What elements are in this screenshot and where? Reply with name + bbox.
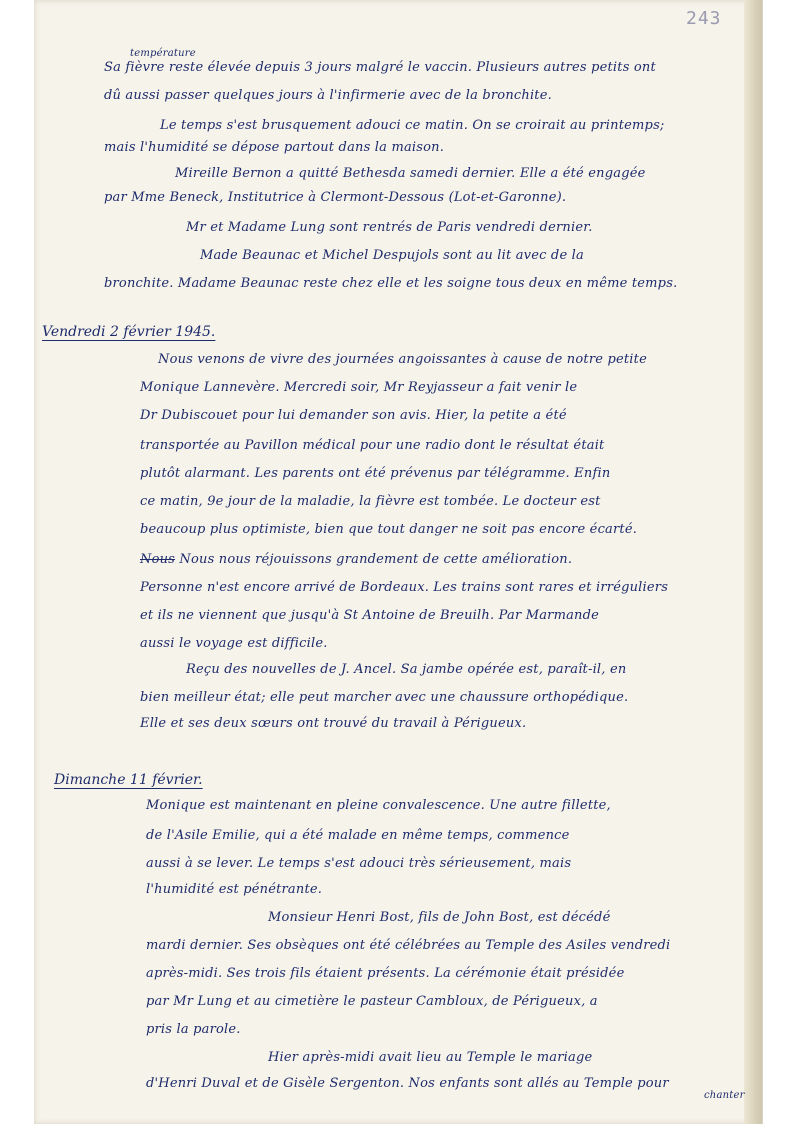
text-line: Sa fièvre reste élevée depuis 3 jours malgré le vaccin. Plusieurs autres petits ont xyxy=(104,60,656,75)
text-line: Made Beaunac et Michel Despujols sont au lit avec de la xyxy=(200,248,584,263)
text-line: Reçu des nouvelles de J. Ancel. Sa jambe opérée est, paraît-il, en xyxy=(186,662,627,677)
text-line: mais l'humidité se dépose partout dans la maison. xyxy=(104,140,445,155)
text-line: Hier après-midi avait lieu au Temple le mariage xyxy=(268,1050,593,1065)
text-line: Nous venons de vivre des journées angoissantes à cause de notre petite xyxy=(158,352,647,367)
insert-temperature: température xyxy=(130,48,196,59)
text-line: pris la parole. xyxy=(146,1022,241,1037)
text-line: et ils ne viennent que jusqu'à St Antoine de Breuilh. Par Marmande xyxy=(140,608,600,623)
text-line: d'Henri Duval et de Gisèle Sergenton. Nos enfants sont allés au Temple pour xyxy=(146,1076,669,1091)
text-line: bien meilleur état; elle peut marcher avec une chaussure orthopédique. xyxy=(140,690,629,705)
text-line: Mr et Madame Lung sont rentrés de Paris vendredi dernier. xyxy=(186,220,593,235)
text-line: plutôt alarmant. Les parents ont été prévenus par télégramme. Enfin xyxy=(140,466,611,481)
page-edge xyxy=(744,0,762,1124)
text-line: Le temps s'est brusquement adouci ce matin. On se croirait au printemps; xyxy=(160,118,665,133)
text-line: Monique est maintenant en pleine convalescence. Une autre fillette, xyxy=(146,798,611,813)
text-line: Dr Dubiscouet pour lui demander son avis. Hier, la petite a été xyxy=(140,408,567,423)
text-line: transportée au Pavillon médical pour une radio dont le résultat était xyxy=(140,438,605,453)
text-line: Mireille Bernon a quitté Bethesda samedi dernier. Elle a été engagée xyxy=(175,166,646,181)
entry-heading-dimanche: Dimanche 11 février. xyxy=(54,772,203,788)
text-line-with-strike xyxy=(140,552,572,567)
text-line: dû aussi passer quelques jours à l'infirmerie avec de la bronchite. xyxy=(104,88,552,103)
text-line: Elle et ses deux sœurs ont trouvé du travail à Périgueux. xyxy=(140,716,527,731)
text-line: ce matin, 9e jour de la maladie, la fièvre est tombée. Le docteur est xyxy=(140,494,601,509)
text-line: Monique Lannevère. Mercredi soir, Mr Reyjasseur a fait venir le xyxy=(140,380,578,395)
entry-heading-vendredi: Vendredi 2 février 1945. xyxy=(42,324,216,340)
text-line: l'humidité est pénétrante. xyxy=(146,882,323,897)
struck-word: Nous xyxy=(140,552,176,567)
text-line: aussi à se lever. Le temps s'est adouci très sérieusement, mais xyxy=(146,856,572,871)
text-line: mardi dernier. Ses obsèques ont été célébrées au Temple des Asiles vendredi xyxy=(146,938,671,953)
text-line: par Mme Beneck, Institutrice à Clermont-Dessous (Lot-et-Garonne). xyxy=(104,190,567,205)
text-line: par Mr Lung et au cimetière le pasteur Cambloux, de Périgueux, a xyxy=(146,994,598,1009)
text-line: Monsieur Henri Bost, fils de John Bost, est décédé xyxy=(268,910,611,925)
text-line: Nous nous réjouissons grandement de cette amélioration. xyxy=(179,552,573,567)
text-line: de l'Asile Emilie, qui a été malade en même temps, commence xyxy=(146,828,570,843)
text-line: beaucoup plus optimiste, bien que tout danger ne soit pas encore écarté. xyxy=(140,522,638,537)
text-line: aussi le voyage est difficile. xyxy=(140,636,328,651)
page-number: 243 xyxy=(686,8,722,29)
text-line: bronchite. Madame Beaunac reste chez elle et les soigne tous deux en même temps. xyxy=(104,276,678,291)
text-line: après-midi. Ses trois fils étaient présents. La cérémonie était présidée xyxy=(146,966,625,981)
text-line: Personne n'est encore arrivé de Bordeaux. Les trains sont rares et irréguliers xyxy=(140,580,669,595)
insert-chanter: chanter xyxy=(704,1090,745,1101)
